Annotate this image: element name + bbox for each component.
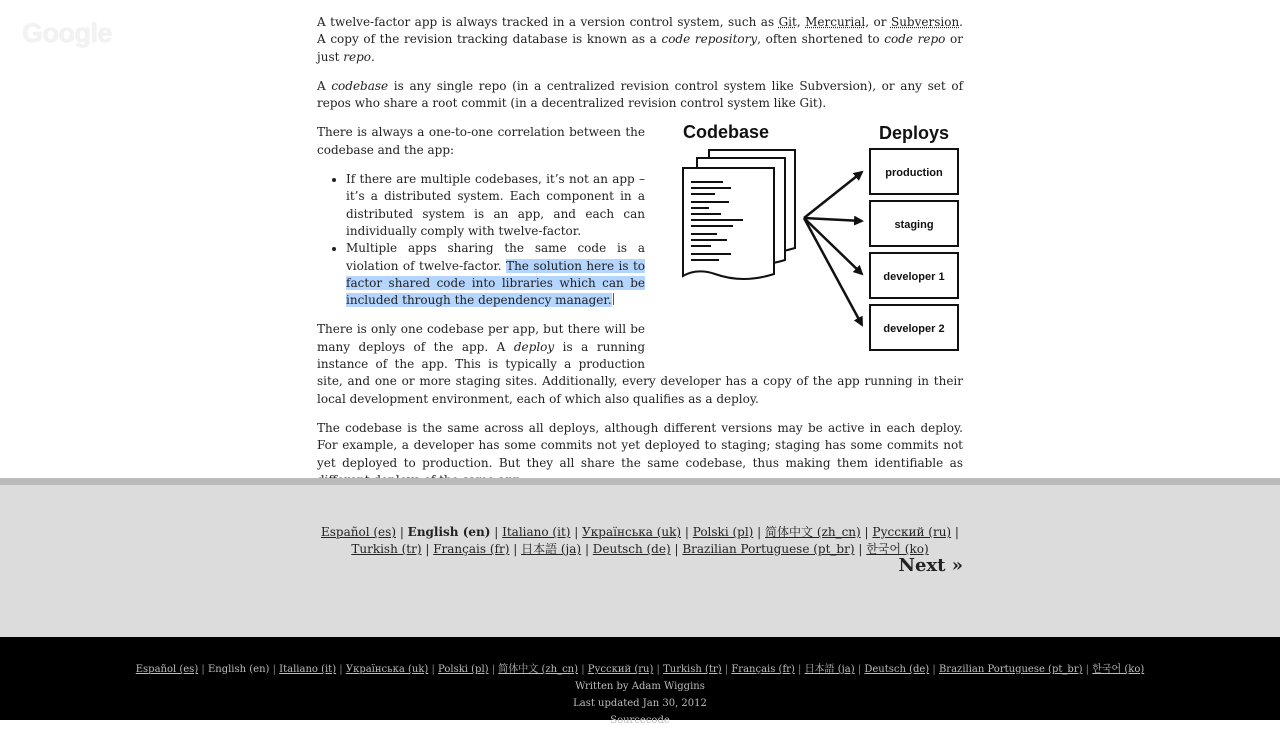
text: , or (865, 15, 891, 29)
separator: | (854, 664, 865, 675)
separator: | (198, 664, 208, 675)
footer-lang-link-10[interactable]: Deutsch (de) (864, 664, 930, 675)
footer-lang-link-12[interactable]: 한국어 (ko) (1092, 664, 1145, 675)
lang-link-9[interactable]: 日本語 (ja) (521, 542, 582, 556)
deploy-production (870, 149, 958, 194)
separator: | (269, 664, 280, 675)
separator: | (721, 664, 732, 675)
text-cursor-icon (613, 293, 614, 305)
separator: | (570, 525, 583, 539)
text: is any single repo (in a centralized revision control system like Subversion), or any set of repos who share a root commit (in a decentralized revision control system like Git). (317, 78, 964, 111)
term: code repository (661, 32, 758, 47)
deploy-developer-1 (870, 253, 958, 298)
text: or just (317, 32, 963, 64)
codebase-label: Codebase (683, 122, 770, 143)
svg-text:developer 1: developer 1 (883, 271, 945, 284)
paragraph-codebase-definition (317, 78, 963, 113)
footer-lang-link-3[interactable]: Українська (uk) (345, 664, 429, 675)
mercurial-link[interactable]: Mercurial (805, 15, 866, 29)
deploys-label: Deploys (878, 123, 950, 144)
footer-lang-link-1: English (en) (207, 664, 270, 675)
diagram-svg (671, 116, 963, 356)
separator: | (509, 542, 522, 556)
lang-link-8[interactable]: Français (fr) (433, 542, 510, 556)
footer-sourcecode[interactable]: Sourcecode (610, 715, 670, 726)
separator: | (929, 664, 939, 675)
separator: | (336, 664, 346, 675)
separator: | (794, 664, 805, 675)
document-stack-icon (683, 150, 795, 279)
list-item: • If there are multiple codebases, it’s not an app – it’s a distributed system. Each component in a distributed system is an app, and each can individually comply with twelve-factor. (346, 171, 645, 240)
text: , (796, 15, 806, 29)
separator: | (578, 664, 588, 675)
paragraph-version-control (317, 14, 963, 66)
footer-lang-link-11[interactable]: Brazilian Portuguese (pt_br) (938, 664, 1083, 675)
footer-lang-link-6[interactable]: Русский (ru) (587, 664, 654, 675)
text: Multiple apps sharing the same code is a violation of twelve-factor. (346, 241, 645, 273)
lang-link-7[interactable]: Turkish (tr) (351, 542, 422, 556)
text: . A copy of the revision tracking database is known as a (317, 15, 963, 47)
left-column (317, 124, 645, 321)
codebase-deploys-diagram (671, 116, 963, 356)
google-logo: Google (22, 18, 112, 48)
footer-lang-link-9[interactable]: 日本語 (ja) (804, 664, 855, 675)
footer-lang-link-4[interactable]: Polski (pl) (438, 664, 489, 675)
svg-text:developer 2: developer 2 (883, 323, 945, 336)
separator: | (421, 542, 434, 556)
lang-link-2[interactable]: Italiano (it) (502, 525, 571, 539)
text: A (317, 78, 332, 93)
text: , often shortened to (757, 32, 885, 47)
term: repo (343, 49, 371, 64)
separator: | (490, 525, 503, 539)
lang-link-12[interactable]: 한국어 (ko) (866, 542, 929, 556)
footer-author: Written by Adam Wiggins (575, 681, 705, 692)
footer-lang-link-7[interactable]: Turkish (tr) (663, 664, 722, 675)
separator: | (854, 542, 867, 556)
paragraph-one-to-one: There is always a one-to-one correlation between the codebase and the app: (317, 125, 645, 157)
term: codebase (331, 78, 389, 93)
term: code repo (884, 32, 946, 47)
text: . (371, 49, 375, 64)
deploy-staging (870, 201, 958, 246)
separator: | (951, 525, 959, 539)
deploy-arrows (804, 172, 862, 325)
footer-last-updated: Last updated Jan 30, 2012 (573, 698, 707, 709)
git-link[interactable]: Git (778, 15, 797, 29)
lang-link-4[interactable]: Polski (pl) (692, 525, 754, 539)
text: There is only one codebase per app, but there will be many deploys of the app. A (317, 322, 645, 354)
paragraph-same-codebase: The codebase is the same across all deploys, although different versions may be active in each deploy. For example, a developer has some commits not yet deployed to staging; staging has some commits not yet deployed to production. But they all share the same codebase, thus making them identifiable as (317, 420, 963, 470)
term: deploy (513, 339, 555, 354)
lang-link-1: English (en) (407, 525, 491, 539)
footer-lang-link-8[interactable]: Français (fr) (731, 664, 795, 675)
footer (0, 637, 1280, 726)
separator: | (860, 525, 873, 539)
bullet-list (317, 171, 645, 309)
lang-link-10[interactable]: Deutsch (de) (592, 542, 671, 556)
separator: | (428, 664, 439, 675)
separator: | (581, 542, 593, 556)
lang-link-6[interactable]: Русский (ru) (872, 525, 952, 539)
separator: | (670, 542, 683, 556)
language-selector (317, 524, 963, 558)
svg-text:production: production (885, 167, 943, 180)
svg-text:staging: staging (894, 219, 934, 232)
separator: | (396, 525, 408, 539)
separator: | (681, 525, 693, 539)
article (317, 14, 963, 501)
selected-text[interactable]: The solution here is to factor shared code into libraries which can be included through the dependency manager. (346, 258, 645, 308)
footer-lang-link-2[interactable]: Italiano (it) (279, 664, 337, 675)
footer-language-links (0, 661, 1280, 678)
list-item (346, 240, 645, 309)
footer-lang-link-0[interactable]: Español (es) (135, 664, 199, 675)
text: A twelve-factor app is always tracked in a version control system, such as (317, 15, 779, 29)
next-link[interactable]: Next » (898, 555, 963, 576)
separator: | (753, 525, 766, 539)
lang-link-0[interactable]: Español (es) (321, 525, 396, 539)
footer-lang-link-5[interactable]: 简体中文 (zh_cn) (498, 664, 579, 675)
separator: | (1082, 664, 1093, 675)
lang-link-5[interactable]: 简体中文 (zh_cn) (765, 525, 861, 539)
separator: | (488, 664, 499, 675)
lang-link-3[interactable]: Українська (uk) (582, 525, 682, 539)
subversion-link[interactable]: Subversion (890, 15, 960, 29)
lang-link-11[interactable]: Brazilian Portuguese (pt_br) (682, 542, 855, 556)
deploy-developer-2 (870, 305, 958, 350)
separator: | (653, 664, 664, 675)
text: is a running instance of the app. This is typically a production site, and one or more staging sites. Additionally, every developer has a copy of the app running in their local development environment, each of which also qualifies as a deploy. (317, 339, 963, 406)
